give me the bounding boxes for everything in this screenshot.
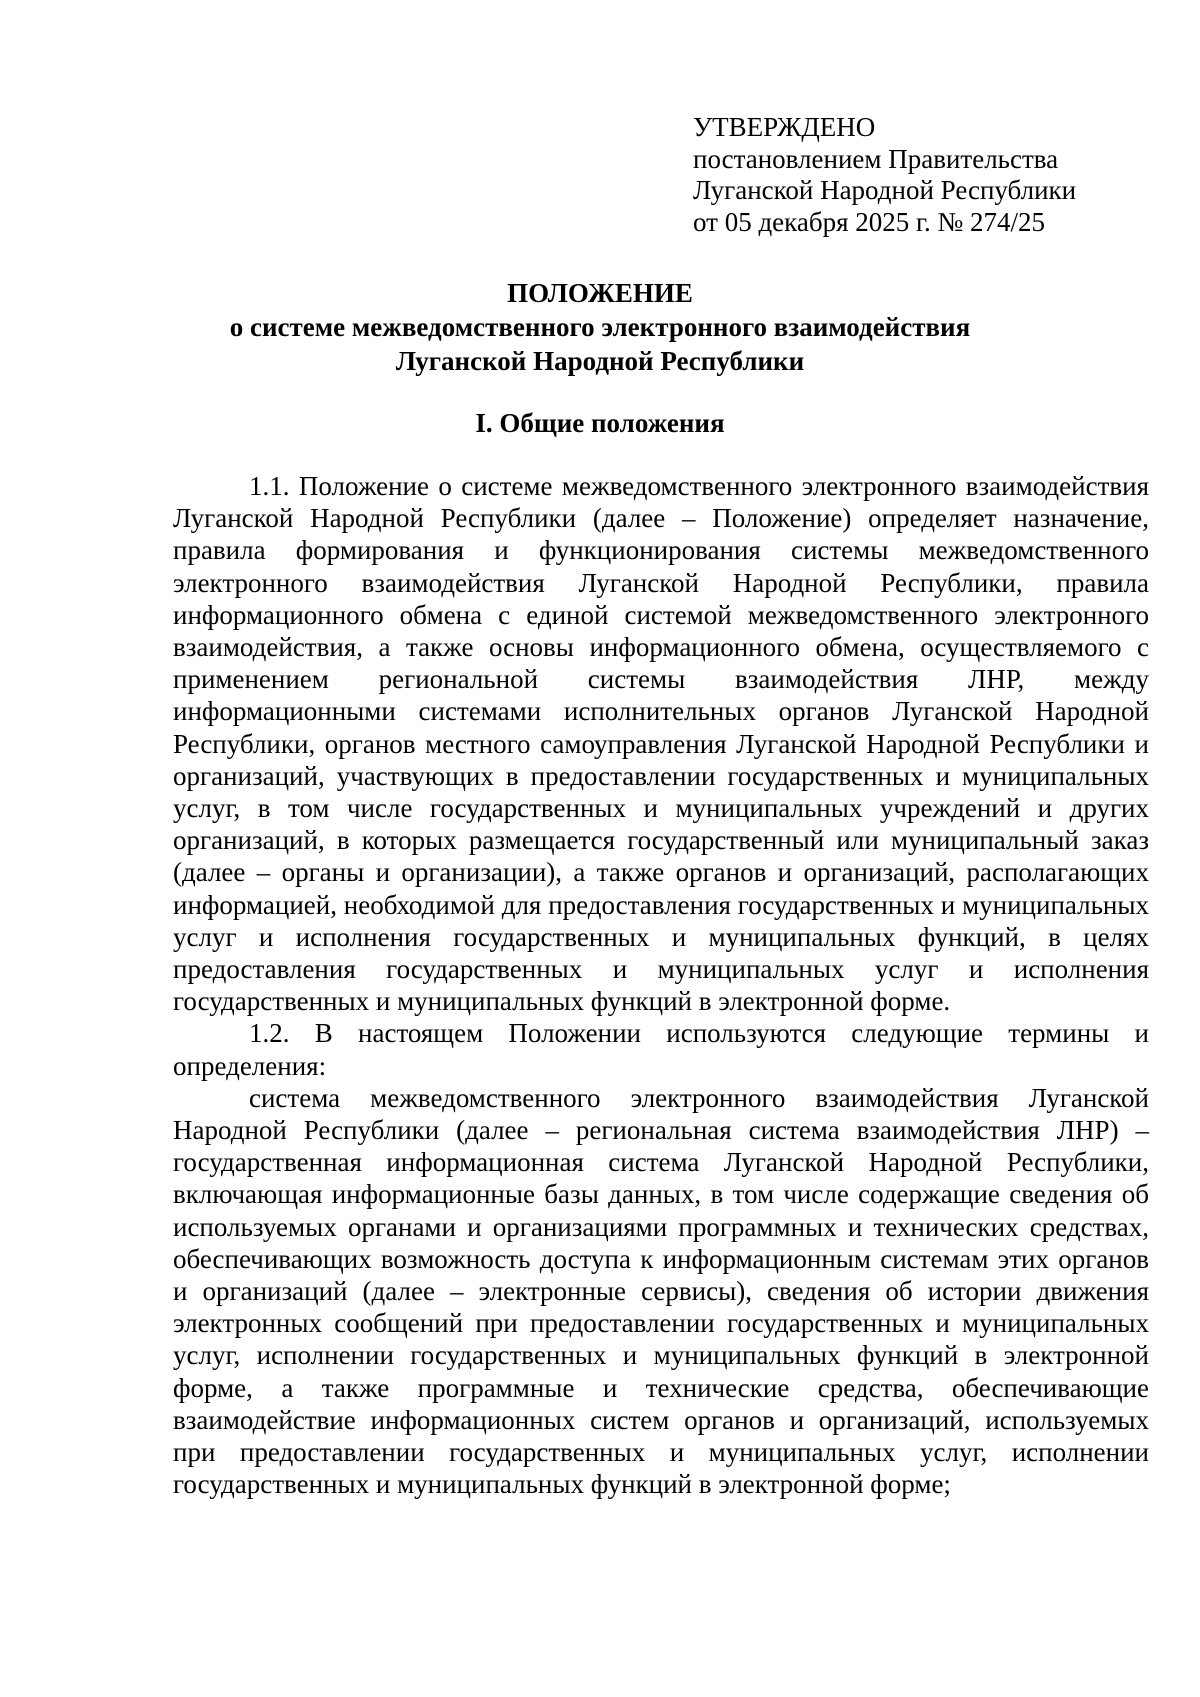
document-body (173, 470, 1149, 1501)
paragraph-1-1: 1.1. Положение о системе межведомственного электронного взаимодействия Луганской Народной Республики (далее – Положение) определяет назначение, правила формирования и функционирования системы межведомственного электронного взаимодействия Луганской Народной Республики, правила информационного обмена с единой системой межведомственного электронного взаимодействия, а также основы информационного обмена, осуществляемого с применением региональной системы взаимодействия ЛНР, между информационными системами исполнительных органов Луганской Народной Республики, органов местного самоуправления Луганской Народной Республики и организаций, участвующих в предоставлении государственных и муниципальных услуг, в том числе государственных и муниципальных учреждений и других организаций, в которых размещается государственный или муниципальный заказ (далее – органы и организации), а также органов и организаций, располагающих информацией, необходимой для предоставления государственных и муниципальных услуг и исполнения государственных и муниципальных функций, в целях предоставления государственных и муниципальных услуг и исполнения государственных и муниципальных функций в электронной форме. (173, 471, 1149, 1017)
approval-line-date-number: от 05 декабря 2025 г. № 274/25 (693, 206, 1046, 237)
approval-line-resolution: постановлением Правительства (693, 143, 1059, 174)
title-main: ПОЛОЖЕНИЕ (507, 278, 693, 308)
paragraph-1-2: 1.2. В настоящем Положении используются следующие термины и определения: (173, 1018, 1149, 1081)
title-republic: Луганской Народной Республики (395, 346, 805, 376)
section-heading: I. Общие положения (475, 408, 725, 438)
paragraph-definition-system: система межведомственного электронного взаимодействия Луганской Народной Республики (далее – региональная система взаимодействия ЛНР) – государственная информационная система Луганской Народной Республики, включающая информационные базы данных, в том числе содержащие сведения об используемых органами и организациями программных и технических средствах, обеспечивающих возможность доступа к информационным системам этих органов и организаций (далее – электронные сервисы), сведения об истории движения электронных сообщений при предоставлении государственных и муниципальных услуг, исполнении государственных и муниципальных функций в электронной форме, а также программные и технические средства, обеспечивающие взаимодействие информационных систем органов и организаций, используемых при предоставлении государственных и муниципальных услуг, исполнении государственных и муниципальных функций в электронной форме; (173, 1082, 1149, 1500)
document-title (0, 276, 1200, 378)
approval-line-approved: УТВЕРЖДЕНО (693, 112, 876, 142)
approval-line-republic: Луганской Народной Республики (693, 175, 1077, 205)
approval-stamp (693, 112, 1076, 238)
title-subject: о системе межведомственного электронного взаимодействия (229, 312, 971, 342)
